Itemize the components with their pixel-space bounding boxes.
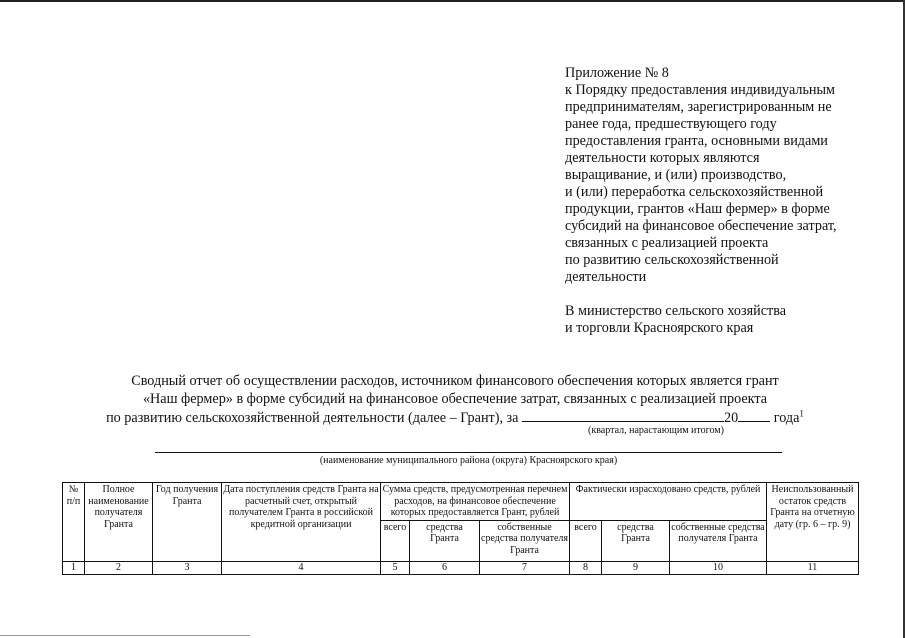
column-number: 3 (153, 561, 222, 574)
column-number: 6 (410, 561, 480, 574)
appendix-line: ранее года, предшествующего году (565, 116, 777, 132)
year-suffix: года (773, 410, 800, 426)
year-blank-field[interactable] (738, 408, 770, 422)
header-planned-grant: средства Гранта (410, 520, 480, 561)
addressee-line: В министерство сельского хозяйства (565, 303, 787, 319)
footnote-mark: 1 (799, 408, 804, 419)
report-title (60, 372, 850, 427)
appendix-line: субсидий на финансовое обеспечение затрат, (565, 218, 837, 234)
column-number: 7 (480, 561, 570, 574)
column-number: 4 (222, 561, 381, 574)
report-title-line-period (60, 408, 850, 427)
column-number: 10 (670, 561, 767, 574)
page-top-edge (0, 0, 905, 2)
header-planned-amount: Сумма средств, предусмотренная перечнем расходов, на финансовое обеспечение которых предоставляется Грант, рублей (381, 483, 570, 521)
period-caption: (квартал, нарастающим итогом) (588, 425, 724, 436)
header-actual-total: всего (570, 520, 602, 561)
header-recipient-name: Полное наименование получателя Гранта (85, 483, 153, 562)
appendix-line: Приложение № 8 (565, 65, 669, 81)
appendix-header (565, 65, 895, 337)
column-number: 2 (85, 561, 153, 574)
appendix-line: по развитию сельскохозяйственной (565, 252, 779, 268)
header-planned-total: всего (381, 520, 410, 561)
header-actual-own: собственные средства получателя Гранта (670, 520, 767, 561)
column-number: 11 (767, 561, 859, 574)
appendix-line: деятельности (565, 269, 647, 285)
header-number: № п/п (63, 483, 85, 562)
report-title-line: «Наш фермер» в форме субсидий на финансовое обеспечение затрат, связанных с реализацией проекта (142, 391, 768, 407)
appendix-line: деятельности которых являются (565, 150, 760, 166)
column-number: 5 (381, 561, 410, 574)
header-actual-spent: Фактически израсходовано средств, рублей (570, 483, 767, 521)
column-number: 9 (602, 561, 670, 574)
header-actual-grant: средства Гранта (602, 520, 670, 561)
appendix-line: к Порядку предоставления индивидуальным (565, 82, 836, 98)
municipality-caption: (наименование муниципального района (округа) Красноярского края) (319, 455, 618, 466)
page-bottom-edge (0, 635, 250, 636)
addressee-line: и торговли Красноярского края (565, 320, 754, 336)
report-table (62, 482, 859, 575)
period-blank-field[interactable] (522, 408, 724, 422)
appendix-line: продукции, грантов «Наш фермер» в форме (565, 201, 830, 217)
municipality-blank-field[interactable] (155, 452, 782, 453)
report-title-line: Сводный отчет об осуществлении расходов, источником финансового обеспечения которых является грант (131, 373, 779, 389)
header-planned-own: собственные средства получателя Гранта (480, 520, 570, 561)
column-numbers-row (63, 561, 859, 574)
column-number: 1 (63, 561, 85, 574)
header-grant-year: Год получения Гранта (153, 483, 222, 562)
header-receipt-date: Дата поступления средств Гранта на расчетный счет, открытый получателем Гранта в российской кредитной организации (222, 483, 381, 562)
year-prefix: 20 (724, 410, 739, 426)
report-title-text: по развитию сельскохозяйственной деятельности (далее – Грант), за (106, 410, 519, 426)
header-unused-balance: Неиспользованный остаток средств Гранта на отчетную дату (гр. 6 – гр. 9) (767, 483, 859, 562)
appendix-line: и (или) переработка сельскохозяйственной (565, 184, 824, 200)
appendix-line: выращивание, и (или) производство, (565, 167, 787, 183)
appendix-line: предпринимателям, зарегистрированным не (565, 99, 832, 115)
appendix-line: связанных с реализацией проекта (565, 235, 769, 251)
addressee (565, 303, 895, 337)
column-number: 8 (570, 561, 602, 574)
appendix-line: предоставления гранта, основными видами (565, 133, 828, 149)
